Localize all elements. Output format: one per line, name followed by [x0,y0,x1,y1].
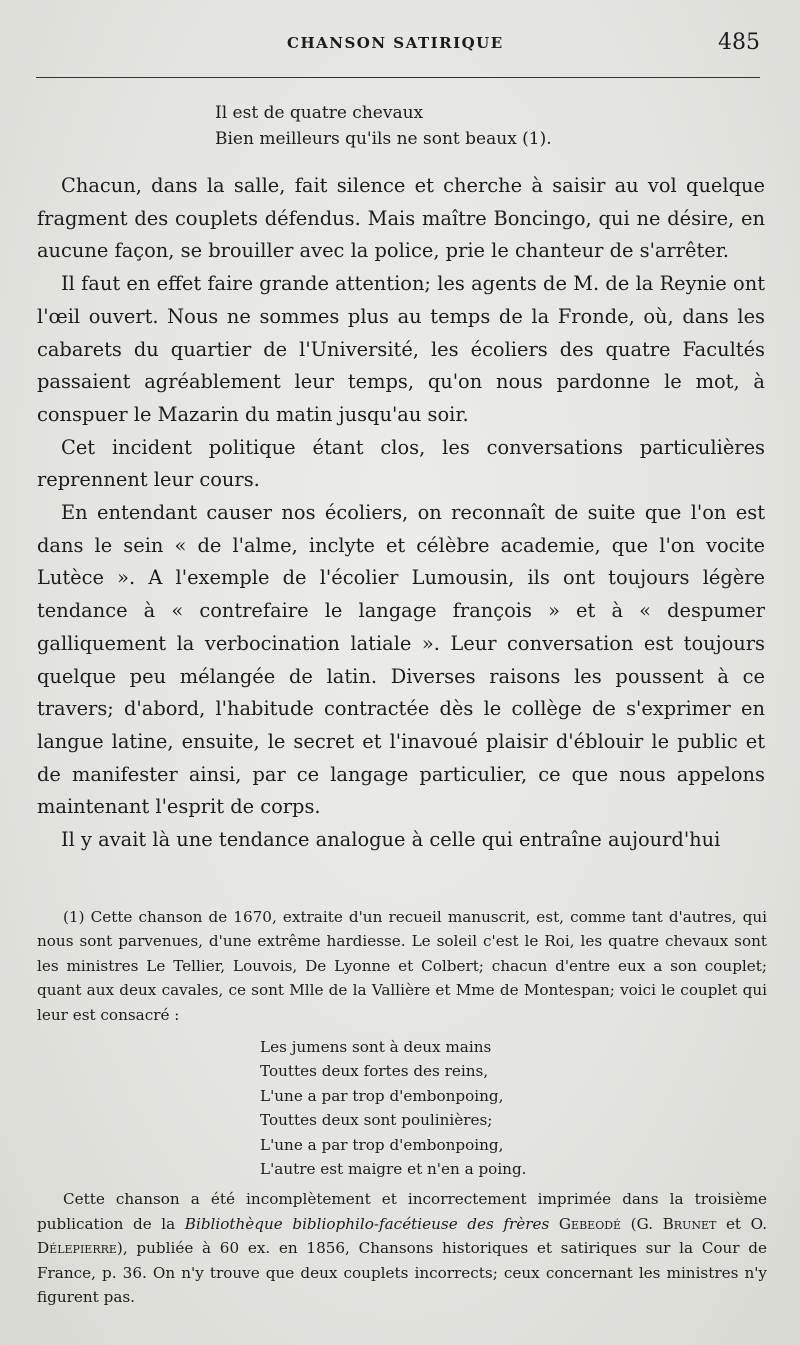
footnote-book-title: Bibliothèque bibliophilo-facétieuse des frères [184,1214,550,1233]
footnote-intro: (1) Cette chanson de 1670, extraite d'un recueil manuscrit, est, comme tant d'autres, qui nous sont parvenues, d'une extrême hardiesse. Le soleil c'est le Roi, les quatre chevaux sont les ministres Le Tellier, Louvois, De Lyonne et Colbert; chacun d'entre eux a son couplet; quant aux deux cavales, ce sont Mlle de la Vallière et Mme de Montespan; voici le couplet qui leur est consacré : [37,908,767,1024]
page-number: 485 [718,30,760,55]
paragraph: Il faut en effet faire grande attention; les agents de M. de la Reynie ont l'œil ouvert. Nous ne sommes plus au temps de la Fronde, où, dans les cabarets du quartier de l'Université, les écoliers des quatre Facultés passaient agréablement leur temps, qu'on nous pardonne le mot, à conspuer le Mazarin du matin jusqu'au soir. [37,272,765,426]
page-header [0,30,800,60]
footnote-verse [260,1035,767,1181]
footnotes [37,905,767,1310]
footnote-verse-line: Les jumens sont à deux mains [260,1038,492,1057]
header-rule [36,77,760,78]
paragraph: Cet incident politique étant clos, les conversations particulières reprennent leur cours. [37,435,765,492]
footnote-author-delepierre: Délepierre [37,1239,117,1258]
footnote-publication-note [37,1187,767,1309]
footnote-text: Cette chanson a été incomplètement et incorrectement imprimée dans la troisième publication de la [37,1190,767,1233]
footnote-text: ), publiée à 60 ex. en 1856, Chansons historiques et satiriques sur la Cour de France, p. 36. On n'y trouve que deux couplets incorrects; ceux concernant les ministres n'y figurent pas. [37,1239,767,1307]
footnote-verse-line: L'autre est maigre et n'en a poing. [260,1160,527,1179]
footnote-author-gebeode: Gebeodé [558,1214,622,1233]
running-title: CHANSON SATIRIQUE [287,34,504,52]
main-text [37,170,765,857]
footnote-verse-line: L'une a par trop d'embonpoing, [260,1086,504,1105]
footnote-verse-line: L'une a par trop d'embonpoing, [260,1135,504,1154]
footnote-text: et O. [716,1214,768,1233]
paragraph: En entendant causer nos écoliers, on reconnaît de suite que l'on est dans le sein « de l'alme, inclyte et célèbre academie, que l'on vocite Lutèce ». A l'exemple de l'écolier Lumousin, ils ont toujours légère tendance à « contrefaire le langage françois » et à « despumer galliquement la verbocination latiale ». Leur conversation est toujours quelque peu mélangée de latin. Diverses raisons les poussent à ce travers; d'abord, l'habitude contractée dès le collège de s'exprimer en langue latine, ensuite, le secret et l'inavoué plaisir d'éblouir le public et de manifester ainsi, par ce langage particulier, ce que nous appelons maintenant l'esprit de corps. [37,501,765,819]
paragraph: Chacun, dans la salle, fait silence et cherche à saisir au vol quelque fragment des couplets défendus. Mais maître Boncingo, qui ne désire, en aucune façon, se brouiller avec la police, prie le chanteur de s'arrêter. [37,174,765,263]
paragraph: Il y avait là une tendance analogue à celle qui entraîne aujourd'hui [61,828,721,852]
footnote-verse-line: Touttes deux fortes des reins, [260,1062,489,1081]
footnote-verse-line: Touttes deux sont poulinières; [260,1111,493,1130]
verse-line: Bien meilleurs qu'ils ne sont beaux (1). [215,129,552,149]
footnote-author-brunet: Brunet [662,1214,717,1233]
verse-line: Il est de quatre chevaux [215,103,424,123]
top-verse [215,100,552,152]
footnote-text: (G. [621,1214,663,1233]
